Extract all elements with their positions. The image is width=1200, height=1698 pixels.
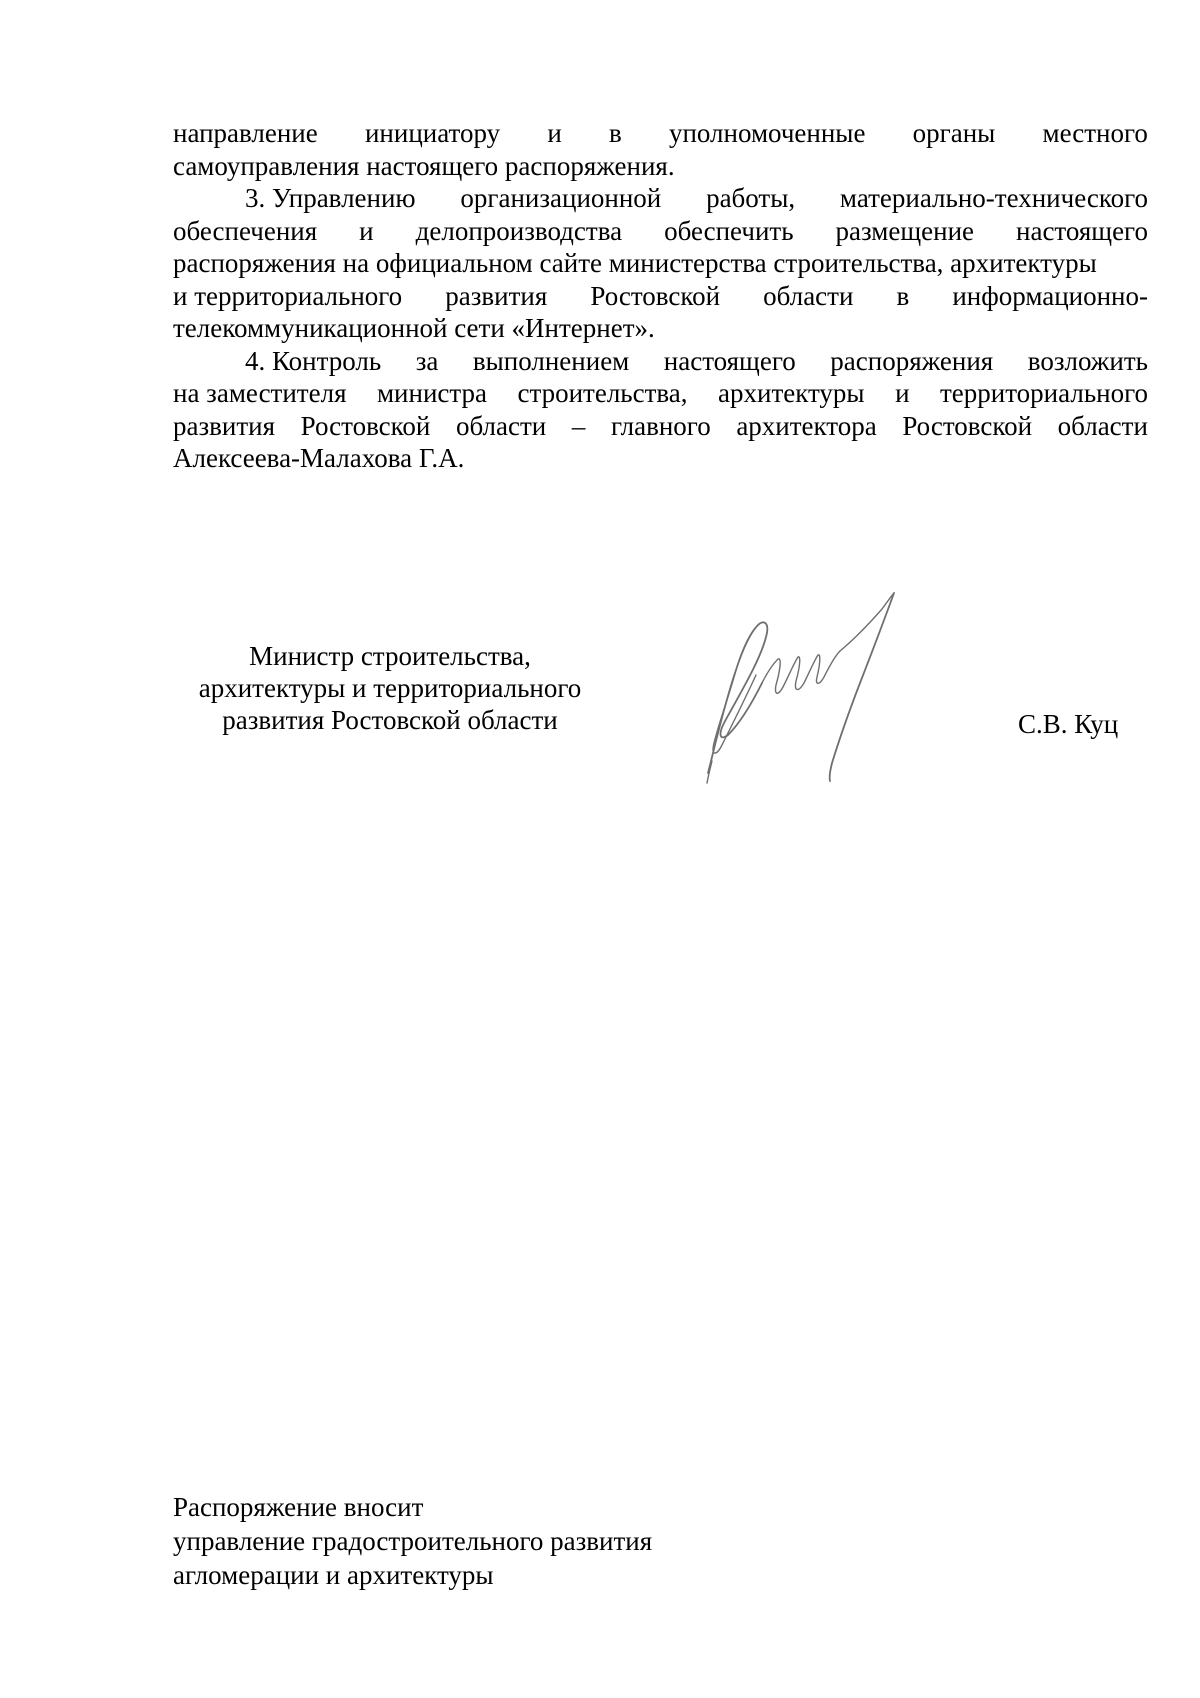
- word: области: [455, 410, 547, 441]
- word: и: [895, 378, 910, 408]
- word: архитектора: [736, 410, 877, 441]
- word: Ростовской: [590, 280, 721, 311]
- word: за: [415, 345, 439, 376]
- word: работы,: [706, 183, 796, 213]
- word: размещение: [835, 215, 975, 246]
- word: распоряжения: [830, 345, 994, 376]
- word: информационно-: [952, 280, 1148, 311]
- word: уполномоченные: [668, 118, 866, 148]
- paragraph-3-line-3: распоряжения на официальном сайте министерства строительства, архитектуры: [173, 248, 1097, 278]
- word: территориального: [940, 378, 1148, 408]
- word: органы: [912, 118, 996, 148]
- paragraph-3-line-1: [173, 182, 1148, 215]
- word: строительства,: [517, 378, 688, 408]
- word: архитектуры: [718, 378, 865, 408]
- paragraph-3-line-2: [173, 215, 1148, 248]
- word: организационной: [460, 183, 662, 213]
- word: и: [547, 118, 562, 148]
- word: развития: [173, 410, 276, 441]
- position-line: архитектуры и территориального: [198, 673, 582, 703]
- word: министра: [376, 378, 487, 408]
- paragraph-1-line-2: самоуправления настоящего распоряжения.: [173, 150, 675, 181]
- handwritten-signature: [690, 585, 960, 785]
- word: 4. Контроль: [245, 345, 382, 376]
- footer-line: Распоряжение вносит: [173, 1492, 424, 1522]
- footer-note: [173, 1490, 873, 1592]
- word: материально-технического: [839, 183, 1148, 213]
- word: 3. Управлению: [245, 183, 416, 213]
- word: на заместителя: [173, 378, 347, 408]
- paragraph-3-line-5: телекоммуникационной сети «Интернет».: [173, 313, 655, 343]
- word: обеспечения: [173, 215, 318, 246]
- paragraph-4-line-3: [173, 410, 1148, 443]
- paragraph-4-line-4: Алексеева-Малахова Г.А.: [173, 443, 465, 473]
- word: инициатору: [364, 118, 501, 148]
- word: –: [571, 410, 586, 441]
- position-line: развития Ростовской области: [222, 705, 558, 735]
- word: настоящего: [1016, 215, 1148, 246]
- footer-line: управление градостроительного развития: [173, 1526, 653, 1556]
- signatory-position: [180, 640, 600, 736]
- word: области: [763, 280, 854, 311]
- paragraph-4-line-2: [173, 377, 1148, 410]
- word: выполнением: [472, 345, 630, 376]
- word: в: [896, 280, 910, 311]
- paragraph-4-line-1: [173, 345, 1148, 378]
- word: Ростовской: [300, 410, 431, 441]
- word: возложить: [1027, 345, 1148, 376]
- word: направление: [173, 118, 318, 148]
- word: главного: [610, 410, 711, 441]
- paragraph-1-line-1: [173, 117, 1148, 150]
- word: и территориального: [173, 280, 403, 311]
- word: Ростовской: [902, 410, 1033, 441]
- document-body: [173, 117, 1148, 475]
- word: развития: [445, 280, 548, 311]
- word: и: [359, 215, 374, 246]
- word: области: [1057, 410, 1148, 441]
- footer-line: агломерации и архитектуры: [173, 1560, 494, 1590]
- paragraph-3-line-4: [173, 280, 1148, 313]
- signatory-name: С.В. Куц: [1018, 709, 1119, 739]
- word: в: [608, 118, 622, 148]
- word: местного: [1042, 118, 1148, 148]
- word: настоящего: [663, 345, 796, 376]
- position-line: Министр строительства,: [249, 641, 531, 671]
- word: делопроизводства: [415, 215, 623, 246]
- word: обеспечить: [664, 215, 794, 246]
